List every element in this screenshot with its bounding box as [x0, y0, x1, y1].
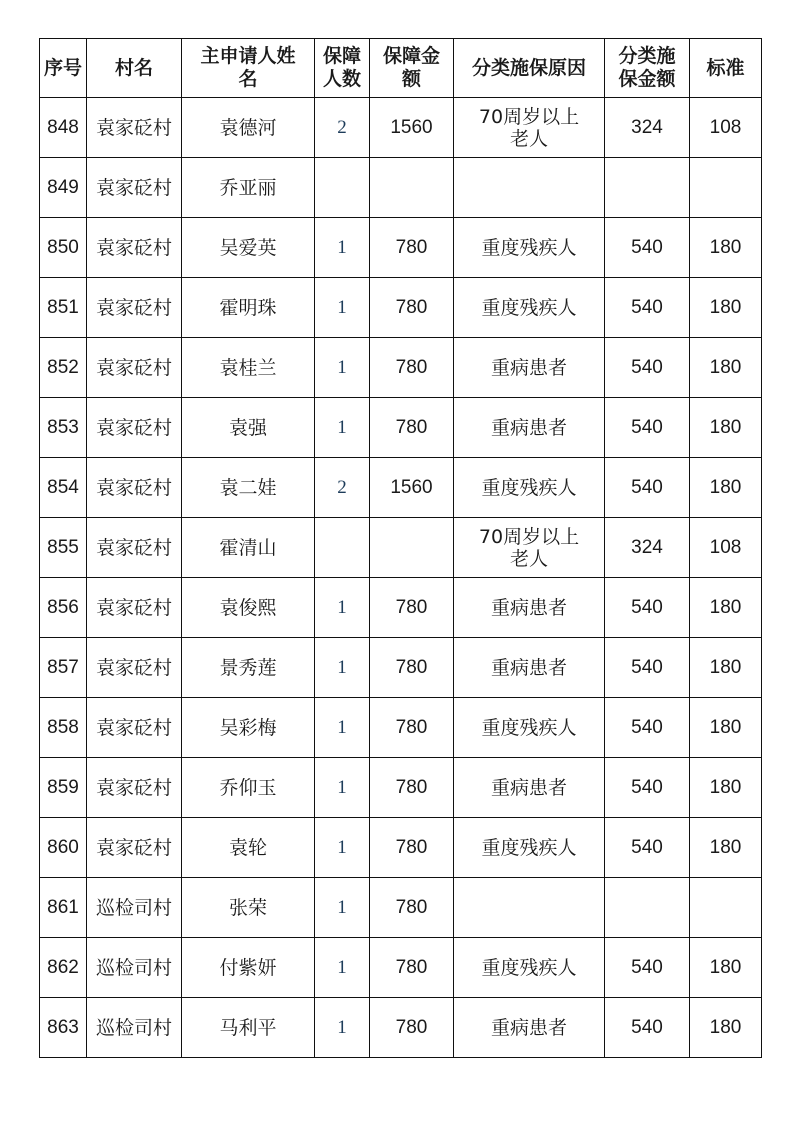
table-row: [40, 158, 762, 218]
cell-amount: [370, 158, 454, 218]
cell-class-amount: 540: [605, 398, 690, 458]
cell-class-amount: 540: [605, 218, 690, 278]
cell-amount: 780: [370, 398, 454, 458]
cell-standard: 180: [690, 218, 762, 278]
cell-seq: 861: [40, 878, 87, 938]
cell-village: 巡检司村: [87, 878, 182, 938]
cell-applicant: 袁二娃: [182, 458, 315, 518]
cell-standard: 180: [690, 638, 762, 698]
cell-applicant: 霍清山: [182, 518, 315, 578]
cell-amount: 1560: [370, 98, 454, 158]
cell-seq: 849: [40, 158, 87, 218]
cell-amount: 780: [370, 758, 454, 818]
cell-applicant: 景秀莲: [182, 638, 315, 698]
cell-reason: 重度残疾人: [454, 218, 605, 278]
table-row: [40, 938, 762, 998]
cell-standard: 180: [690, 458, 762, 518]
cell-class-amount: [605, 878, 690, 938]
cell-amount: 780: [370, 818, 454, 878]
cell-class-amount: 540: [605, 698, 690, 758]
cell-seq: 851: [40, 278, 87, 338]
cell-class-amount: 324: [605, 98, 690, 158]
cell-village: 袁家砭村: [87, 818, 182, 878]
cell-applicant: 袁轮: [182, 818, 315, 878]
cell-standard: 108: [690, 98, 762, 158]
table-row: [40, 998, 762, 1058]
cell-persons: 2: [315, 458, 370, 518]
cell-amount: 780: [370, 638, 454, 698]
cell-seq: 857: [40, 638, 87, 698]
cell-persons: 1: [315, 698, 370, 758]
cell-reason: [454, 158, 605, 218]
cell-applicant: 乔仰玉: [182, 758, 315, 818]
cell-reason: 70周岁以上老人: [454, 518, 605, 578]
cell-amount: 780: [370, 278, 454, 338]
cell-village: 袁家砭村: [87, 98, 182, 158]
table-row: [40, 758, 762, 818]
cell-class-amount: 540: [605, 278, 690, 338]
cell-seq: 860: [40, 818, 87, 878]
cell-reason: 重度残疾人: [454, 278, 605, 338]
cell-amount: 780: [370, 878, 454, 938]
cell-amount: 780: [370, 938, 454, 998]
cell-standard: 180: [690, 578, 762, 638]
cell-seq: 850: [40, 218, 87, 278]
cell-village: 袁家砭村: [87, 278, 182, 338]
header-persons: 保障人数: [315, 39, 370, 98]
header-reason: 分类施保原因: [454, 39, 605, 98]
cell-standard: [690, 878, 762, 938]
cell-applicant: 袁强: [182, 398, 315, 458]
cell-applicant: 张荣: [182, 878, 315, 938]
cell-village: 袁家砭村: [87, 158, 182, 218]
cell-village: 袁家砭村: [87, 638, 182, 698]
cell-seq: 863: [40, 998, 87, 1058]
cell-village: 袁家砭村: [87, 458, 182, 518]
cell-village: 袁家砭村: [87, 698, 182, 758]
table-row: [40, 878, 762, 938]
assistance-roster-table: [39, 38, 762, 1058]
cell-reason: 重度残疾人: [454, 818, 605, 878]
cell-class-amount: 540: [605, 578, 690, 638]
table-body: [40, 98, 762, 1058]
cell-village: 袁家砭村: [87, 218, 182, 278]
cell-amount: 1560: [370, 458, 454, 518]
cell-village: 袁家砭村: [87, 758, 182, 818]
cell-persons: 1: [315, 758, 370, 818]
cell-reason: 70周岁以上老人: [454, 98, 605, 158]
cell-amount: 780: [370, 218, 454, 278]
table-row: [40, 698, 762, 758]
cell-village: 袁家砭村: [87, 578, 182, 638]
cell-class-amount: 540: [605, 938, 690, 998]
cell-applicant: 马利平: [182, 998, 315, 1058]
cell-applicant: 吴爱英: [182, 218, 315, 278]
cell-seq: 853: [40, 398, 87, 458]
cell-persons: 1: [315, 578, 370, 638]
cell-persons: 2: [315, 98, 370, 158]
cell-persons: 1: [315, 398, 370, 458]
cell-seq: 848: [40, 98, 87, 158]
cell-village: 袁家砭村: [87, 518, 182, 578]
cell-reason: 重病患者: [454, 338, 605, 398]
cell-reason: 重度残疾人: [454, 698, 605, 758]
cell-amount: [370, 518, 454, 578]
cell-village: 巡检司村: [87, 938, 182, 998]
cell-persons: [315, 518, 370, 578]
cell-seq: 859: [40, 758, 87, 818]
cell-reason: 重度残疾人: [454, 938, 605, 998]
cell-class-amount: 324: [605, 518, 690, 578]
cell-seq: 862: [40, 938, 87, 998]
cell-persons: 1: [315, 278, 370, 338]
cell-seq: 858: [40, 698, 87, 758]
cell-persons: 1: [315, 938, 370, 998]
cell-persons: 1: [315, 878, 370, 938]
cell-standard: 180: [690, 758, 762, 818]
cell-applicant: 袁俊熙: [182, 578, 315, 638]
header-village: 村名: [87, 39, 182, 98]
table-row: [40, 398, 762, 458]
cell-persons: 1: [315, 998, 370, 1058]
cell-applicant: 乔亚丽: [182, 158, 315, 218]
cell-amount: 780: [370, 998, 454, 1058]
cell-standard: 180: [690, 938, 762, 998]
cell-reason: 重度残疾人: [454, 458, 605, 518]
table-row: [40, 458, 762, 518]
table-row: [40, 818, 762, 878]
cell-class-amount: 540: [605, 458, 690, 518]
header-applicant: 主申请人姓名: [182, 39, 315, 98]
cell-amount: 780: [370, 698, 454, 758]
cell-persons: 1: [315, 218, 370, 278]
cell-persons: 1: [315, 818, 370, 878]
cell-reason: 重病患者: [454, 398, 605, 458]
cell-persons: [315, 158, 370, 218]
cell-seq: 855: [40, 518, 87, 578]
cell-reason: 重病患者: [454, 578, 605, 638]
header-amount: 保障金额: [370, 39, 454, 98]
header-row: [40, 39, 762, 98]
cell-applicant: 付紫妍: [182, 938, 315, 998]
cell-standard: 180: [690, 338, 762, 398]
cell-reason: 重病患者: [454, 758, 605, 818]
table-row: [40, 518, 762, 578]
header-class-amount: 分类施保金额: [605, 39, 690, 98]
cell-standard: 108: [690, 518, 762, 578]
cell-class-amount: 540: [605, 638, 690, 698]
table-row: [40, 98, 762, 158]
header-standard: 标准: [690, 39, 762, 98]
table-row: [40, 638, 762, 698]
cell-class-amount: 540: [605, 338, 690, 398]
cell-seq: 854: [40, 458, 87, 518]
cell-reason: [454, 878, 605, 938]
table-row: [40, 278, 762, 338]
cell-class-amount: 540: [605, 818, 690, 878]
cell-amount: 780: [370, 578, 454, 638]
cell-reason: 重病患者: [454, 638, 605, 698]
cell-seq: 856: [40, 578, 87, 638]
cell-standard: 180: [690, 818, 762, 878]
cell-class-amount: [605, 158, 690, 218]
header-seq: 序号: [40, 39, 87, 98]
cell-class-amount: 540: [605, 998, 690, 1058]
cell-persons: 1: [315, 338, 370, 398]
cell-standard: 180: [690, 998, 762, 1058]
cell-class-amount: 540: [605, 758, 690, 818]
cell-seq: 852: [40, 338, 87, 398]
cell-applicant: 袁桂兰: [182, 338, 315, 398]
cell-village: 袁家砭村: [87, 398, 182, 458]
cell-amount: 780: [370, 338, 454, 398]
cell-village: 袁家砭村: [87, 338, 182, 398]
cell-standard: [690, 158, 762, 218]
cell-persons: 1: [315, 638, 370, 698]
table-row: [40, 338, 762, 398]
table-row: [40, 218, 762, 278]
cell-reason: 重病患者: [454, 998, 605, 1058]
cell-applicant: 霍明珠: [182, 278, 315, 338]
cell-standard: 180: [690, 398, 762, 458]
table-row: [40, 578, 762, 638]
cell-applicant: 吴彩梅: [182, 698, 315, 758]
cell-village: 巡检司村: [87, 998, 182, 1058]
cell-standard: 180: [690, 698, 762, 758]
cell-applicant: 袁德河: [182, 98, 315, 158]
cell-standard: 180: [690, 278, 762, 338]
